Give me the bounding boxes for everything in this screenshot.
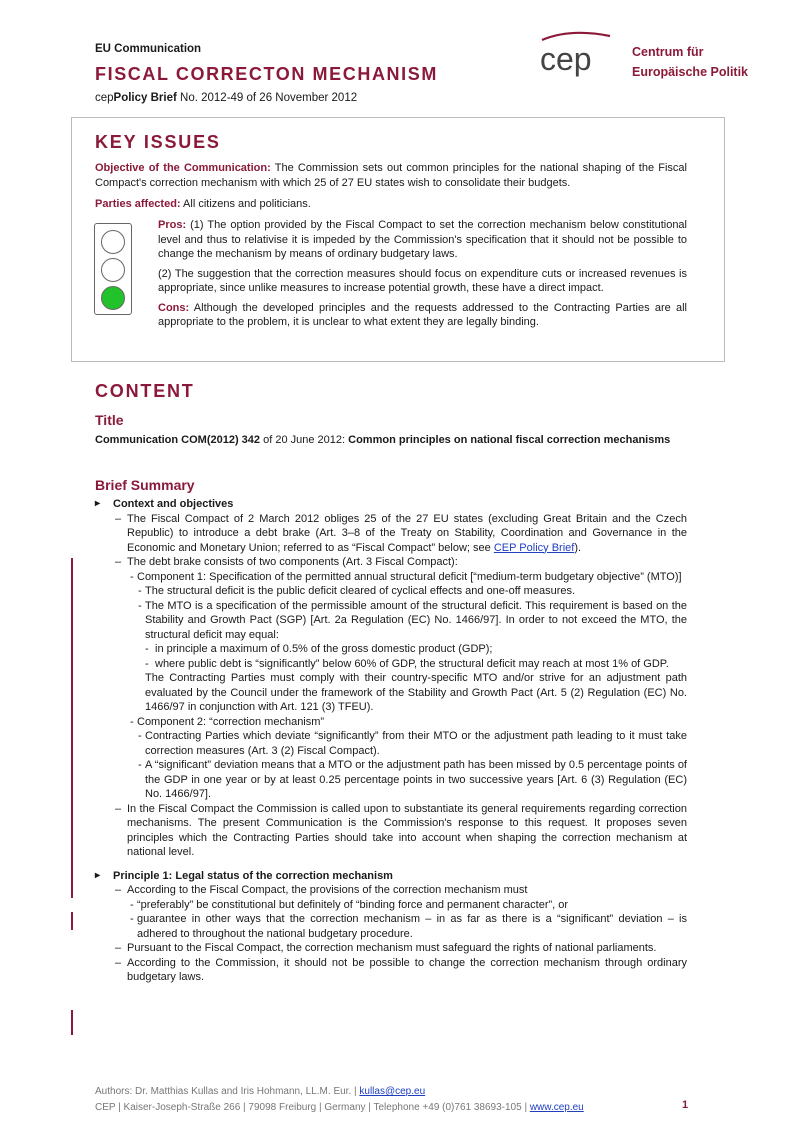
document-title: FISCAL CORRECTON MECHANISM	[95, 64, 438, 84]
section-principle-1	[95, 869, 687, 884]
title-mid: of 20 June 2012:	[260, 434, 349, 446]
content-heading: CONTENT	[95, 381, 195, 401]
policy-brief-line	[95, 92, 357, 104]
title-bold-2: Common principles on national fiscal correction mechanisms	[348, 434, 671, 446]
footer-authors-line	[95, 1084, 584, 1100]
author-email-link[interactable]: kullas@cep.eu	[359, 1086, 426, 1097]
component-1-a: The structural deficit is the public deficit cleared of cyclical effects and one-off measures.	[145, 585, 576, 597]
page-number: 1	[682, 1099, 689, 1111]
brief-bold: Policy Brief	[113, 92, 177, 104]
cep-logo-icon	[530, 30, 630, 80]
context-text-b: The debt brake consists of two components (Art. 3 Fiscal Compact):	[127, 556, 458, 568]
document-type-label: EU Communication	[95, 43, 202, 55]
summary-body	[95, 497, 687, 985]
section-context-heading: Context and objectives	[113, 498, 234, 510]
section-context	[95, 497, 687, 512]
cep-logo	[530, 30, 760, 90]
context-text-a-end: ).	[574, 541, 582, 554]
context-text-a: The Fiscal Compact of 2 March 2012 obliges 25 of the 27 EU states (excluding Great Britain and the Czech Republic) to introduce a debt brake (Art. 3–8 of the Treaty on Stability, Coordination and Governance in the Economic and Monetary Union; referred to as “Fiscal Compact” below; see	[127, 512, 687, 554]
red-lamp	[101, 230, 125, 254]
traffic-light-icon	[94, 223, 132, 315]
brief-summary-heading: Brief Summary	[95, 477, 195, 493]
list-item: - where public debt is “significantly” below 60% of GDP, the structural deficit may reach at most 1% of GDP.	[145, 657, 669, 670]
website-link[interactable]: www.cep.eu	[529, 1102, 584, 1113]
cons-text: Although the developed principles and the requests addressed to the Contracting Parties are all appropriate to the problem, it is unclear to what extent they are legally binding.	[158, 301, 687, 328]
parties-label: Parties affected:	[95, 198, 181, 210]
org-name-line1: Centrum für	[632, 45, 704, 59]
list-item: - “preferably” be constitutional but definitely of “binding force and permanent character”, or	[130, 898, 569, 911]
component-1-b: The MTO is a specification of the permissible amount of the structural deficit. This requirement is based on the Stability and Growth Pact (SGP) [Art. 2a Regulation (EC) No. 1466/97]. In order to not exceed the MTO, the structural deficit may equal:	[145, 599, 687, 641]
list-item: – Pursuant to the Fiscal Compact, the correction mechanism must safeguard the rights of national parliaments.	[115, 942, 657, 954]
list-item: - Contracting Parties which deviate “significantly” from their MTO or the adjustment path leading to it must take correction measures (Art. 3 (2) Fiscal Compact).	[138, 730, 687, 757]
list-item: - A “significant” deviation means that a MTO or the adjustment path has been missed by 0.5 percentage points of the GDP in one year or by at least 0.25 percentage points in two successive years [Art. 6 (3) Regulation (EC) No. 1466/97].	[138, 759, 687, 800]
principle-1-a: According to the Fiscal Compact, the provisions of the correction mechanism must	[127, 884, 528, 896]
list-item: - guarantee in other ways that the correction mechanism – in as far as there is a “significant” deviation – is adhered to throughout the national budgetary procedure.	[130, 913, 687, 940]
list-item: - The MTO is a specification of the permissible amount of the structural deficit. This requirement is based on the Stability and Growth Pact (SGP) [Art. 2a Regulation (EC) No. 1466/97]. In order to not exceed the MTO, the structural deficit may equal:	[138, 599, 687, 641]
component-2-b: A “significant” deviation means that a MTO or the adjustment path has been missed by 0.5 percentage points of the GDP in one year or by at least 0.25 percentage points in two successive years [Art. 6 (3) Regulation (EC) No. 1466/97].	[145, 759, 687, 800]
list-item: - The structural deficit is the public deficit cleared of cyclical effects and one-off measures.	[138, 585, 576, 597]
context-text-c: In the Fiscal Compact the Commission is called upon to substantiate its general requirements regarding correction mechanisms. The present Communication is the Commission's response to this request. It proposes seven principles which the Contracting Parties should take into account when shaping the correction mechanism at national level.	[127, 802, 687, 858]
pros-label: Pros:	[158, 219, 187, 231]
list-item: – The Fiscal Compact of 2 March 2012 obliges 25 of the 27 EU states (excluding Great Britain and the Czech Republic) to introduce a debt brake (Art. 3–8 of the Treaty on Stability, Coordination and Governance in the Economic and Monetary Union; referred to as “Fiscal Compact” below; see CEP Policy Brief).	[115, 512, 687, 554]
brief-prefix: cep	[95, 92, 114, 104]
change-bar-1	[71, 558, 73, 898]
component-1-text: Component 1: Specification of the permitted annual structural deficit [“medium-term budgetary objective” (MTO)]	[137, 570, 682, 583]
list-item: – The debt brake consists of two components (Art. 3 Fiscal Compact):	[115, 556, 458, 568]
org-name-line2: Europäische Politik	[632, 65, 749, 79]
pros-text-2: (2) The suggestion that the correction measures should focus on expenditure cuts or increased revenues is appropriate, since unlike measures to increase potential growth, these have a direct impact.	[158, 267, 687, 294]
principle-1-a-i: “preferably” be constitutional but definitely of “binding force and permanent character”, or	[137, 898, 569, 911]
component-2-a: Contracting Parties which deviate “significantly” from their MTO or the adjustment path leading to it must take correction measures (Art. 3 (2) Fiscal Compact).	[145, 730, 687, 757]
title-heading: Title	[95, 412, 124, 428]
list-item: - in principle a maximum of 0.5% of the gross domestic product (GDP);	[145, 643, 493, 655]
objective-text: The Commission sets out common principles for the national shaping of the Fiscal Compact's correction mechanism with which 25 of 27 EU states wish to consolidate their budgets.	[95, 162, 687, 189]
principle-1-a-ii: guarantee in other ways that the correction mechanism – in as far as there is a “significant” deviation – is adhered to throughout the national budgetary procedure.	[137, 913, 687, 940]
pros-text-1: (1) The option provided by the Fiscal Compact to set the correction mechanism below constitutional level and thus to relativise it is impeded by the Commission's specification that it should not be possible to change the mechanism by means of ordinary budgetary laws.	[158, 219, 687, 260]
logo-wordmark: cep	[540, 41, 592, 77]
principle-1-c: According to the Commission, it should not be possible to change the correction mechanism through ordinary budgetary laws.	[127, 956, 687, 983]
yellow-lamp	[101, 258, 125, 282]
cons-label: Cons:	[158, 301, 190, 314]
parties-section	[95, 197, 687, 212]
component-1-paragraph: The Contracting Parties must comply with their country-specific MTO and/or strive for an adjustment path evaluated by the Council under the framework of the Stability and Growth Pact (Art. 5 (2) Regulation (EC) No. 1466/97 in conjunction with Art. 121 (3) TFEU).	[145, 672, 687, 713]
key-issues-heading: KEY ISSUES	[95, 132, 221, 152]
list-item: – According to the Commission, it should not be possible to change the correction mechanism through ordinary budgetary laws.	[115, 956, 687, 983]
pros-section	[158, 218, 687, 330]
component-1-b-i: in principle a maximum of 0.5% of the gross domestic product (GDP);	[155, 643, 493, 655]
brief-rest: No. 2012-49 of 26 November 2012	[176, 92, 358, 104]
component-2-text: Component 2: “correction mechanism”	[137, 715, 325, 728]
footer-address: CEP | Kaiser-Joseph-Straße 266 | 79098 Freiburg | Germany | Telephone +49 (0)761 38693-105 |	[95, 1102, 530, 1113]
change-bar-3	[71, 1010, 73, 1035]
list-item: - Component 2: “correction mechanism”	[130, 715, 325, 728]
objective-label: Objective of the Communication:	[95, 162, 271, 174]
list-item: – According to the Fiscal Compact, the provisions of the correction mechanism must	[115, 884, 528, 896]
org-name	[632, 42, 748, 82]
component-1-b-ii: where public debt is “significantly” below 60% of GDP, the structural deficit may reach at most 1% of GDP.	[155, 657, 669, 670]
list-item: – In the Fiscal Compact the Commission is called upon to substantiate its general requirements regarding correction mechanisms. The present Communication is the Commission's response to this request. It proposes seven principles which the Contracting Parties should take into account when shaping the correction mechanism at national level.	[115, 802, 687, 858]
principle-1-b: Pursuant to the Fiscal Compact, the correction mechanism must safeguard the rights of national parliaments.	[127, 942, 657, 954]
green-lamp	[101, 286, 125, 310]
parties-text: All citizens and politicians.	[180, 198, 311, 210]
list-item: - Component 1: Specification of the permitted annual structural deficit [“medium-term budgetary objective” (MTO)]	[130, 570, 682, 583]
objective-section	[95, 161, 687, 190]
footer-address-line	[95, 1100, 584, 1116]
section-principle-1-heading: Principle 1: Legal status of the correction mechanism	[113, 869, 393, 882]
footer-authors: Authors: Dr. Matthias Kullas and Iris Hohmann, LL.M. Eur. |	[95, 1086, 360, 1097]
communication-title	[95, 433, 687, 448]
footer	[95, 1084, 584, 1116]
title-bold-1: Communication COM(2012) 342	[95, 434, 261, 446]
cep-policy-brief-link[interactable]: CEP Policy Brief	[493, 541, 575, 554]
change-bar-2	[71, 912, 73, 930]
